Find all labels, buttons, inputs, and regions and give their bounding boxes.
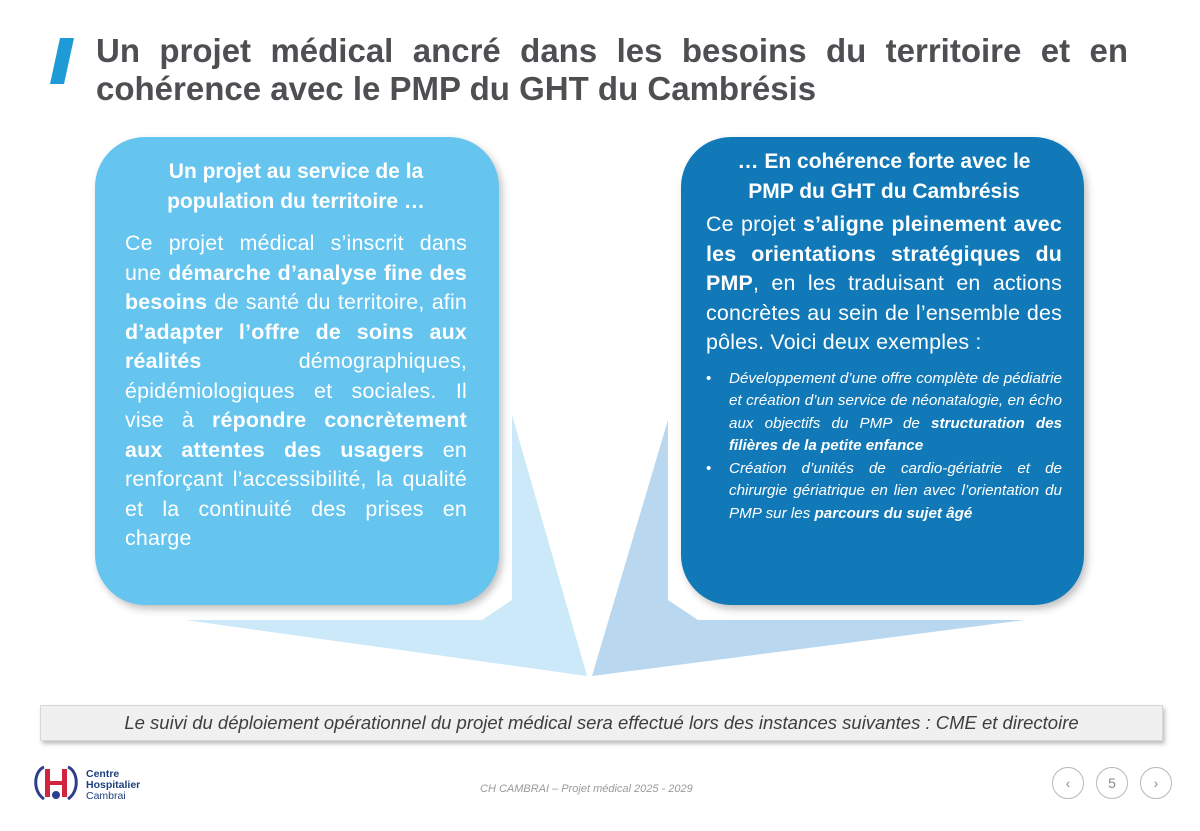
right-card: [681, 137, 1084, 605]
right-body-highlight: s’aligne pleinement avec les orientations stratégiques du PMP: [706, 212, 1062, 295]
example-highlight: structuration des filières de la petite enfance: [729, 414, 1062, 454]
left-card-title-line-2: population du territoire …: [167, 190, 425, 213]
logo-emblem-icon: [30, 761, 82, 805]
left-body-highlight: répondre concrètement aux attentes des usagers: [125, 408, 467, 462]
hospital-logo: [30, 757, 141, 809]
right-card-body: [706, 210, 1062, 358]
example-highlight: parcours du sujet âgé: [814, 504, 973, 522]
left-card-body: [125, 229, 467, 554]
left-body-seg: en renforçant l’accessibilité, la qualité et la continuité des prises en charge: [125, 437, 467, 550]
example-text: Création d’unités de cardio-gériatrie et de chirurgie gériatrique en lien avec l’orientation du PMP sur les: [729, 459, 1062, 522]
previous-slide-button[interactable]: ‹: [1052, 767, 1084, 799]
footer-doc-label: CH CAMBRAI – Projet médical 2025 - 2029: [480, 783, 693, 795]
left-body-highlight: démarche d’analyse fine des besoins: [125, 260, 467, 314]
logo-text: [86, 769, 140, 802]
logo-line: Cambrai: [86, 790, 126, 802]
page-number: 5: [1096, 767, 1128, 799]
logo-line: Centre: [86, 768, 120, 780]
left-card-title: [125, 157, 467, 217]
left-body-seg: démographiques, épidémiologiques et sociales. Il vise à: [125, 349, 467, 432]
examples-list: [706, 368, 1062, 526]
next-slide-button[interactable]: ›: [1140, 767, 1172, 799]
slide-title-line-1: Un projet médical ancré dans les besoins du territoire et en: [96, 32, 1128, 69]
slide-title-line-2: cohérence avec le PMP du GHT du Cambrésis: [96, 70, 817, 107]
follow-up-note: Le suivi du déploiement opérationnel du projet médical sera effectué lors des instances suivantes : CME et directoire: [40, 705, 1163, 741]
example-item: [706, 368, 1062, 458]
left-card-title-line-1: Un projet au service de la: [168, 160, 424, 183]
logo-line: Hospitalier: [86, 779, 141, 791]
example-text: Développement d’une offre complète de pédiatrie et création d’un service de néonatalogie, en écho aux objectifs du PMP de: [729, 369, 1062, 432]
example-item: [706, 458, 1062, 526]
right-card-title: [706, 147, 1062, 207]
left-body-seg: Ce projet médical s’inscrit dans une: [125, 231, 467, 285]
right-card-title-line-1: … En cohérence forte avec le: [737, 150, 1031, 173]
right-card-title-line-2: PMP du GHT du Cambrésis: [748, 180, 1020, 203]
right-body-seg: , en les traduisant en actions concrètes au sein de l’ensemble des pôles. Voici deux exemples :: [706, 271, 1062, 354]
right-body-seg: Ce projet: [706, 212, 803, 236]
left-body-highlight: d’adapter l’offre de soins aux réalités: [125, 319, 467, 373]
left-body-seg: de santé du territoire, afin: [207, 290, 467, 314]
left-card: [95, 137, 499, 605]
